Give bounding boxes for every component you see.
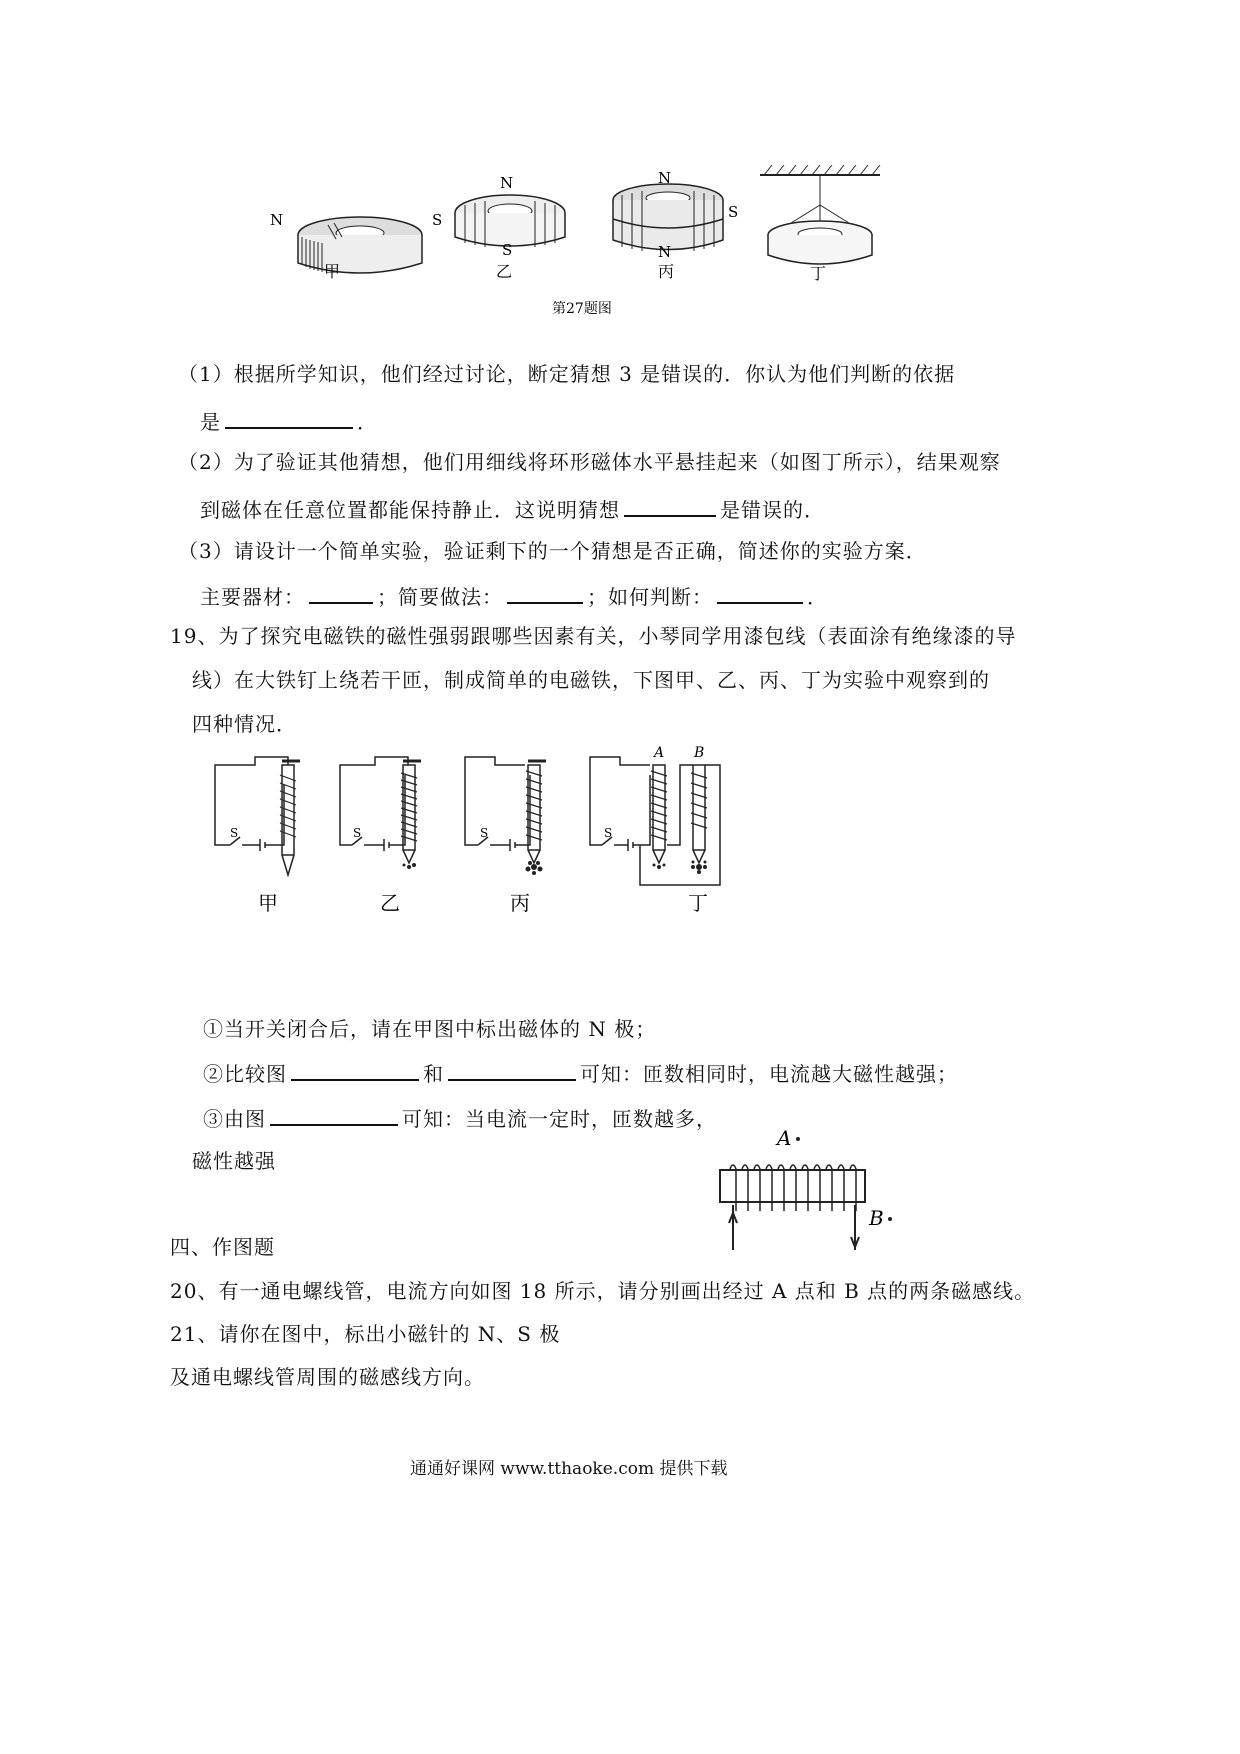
q21-line2: 及通电螺线管周围的磁感线方向。: [170, 1365, 485, 1389]
q19-item3: ③由图 可知：当电流一定时，匝数越多，: [203, 1102, 717, 1133]
answer-blank-q19-3[interactable]: [270, 1102, 398, 1126]
answer-blank-q18-1[interactable]: [225, 405, 353, 429]
q18-part3-line2: 主要器材： ；简要做法： ；如何判断： ．: [200, 580, 828, 611]
electromagnet-figure: [200, 745, 760, 930]
q19-label-yi: 乙: [380, 891, 400, 915]
q18-part3-line1: （3）请设计一个简单实验，验证剩下的一个猜想是否正确，简述你的实验方案．: [178, 539, 927, 563]
fig27-label-bing: 丙: [658, 262, 675, 281]
fig27-jia-s: S: [432, 211, 443, 229]
ring-magnet-jia: [270, 211, 442, 273]
nail-b-label: B: [694, 745, 705, 761]
iron-filings: [403, 861, 708, 876]
fig27-bing-s: S: [728, 203, 739, 221]
q19-label-jia: 甲: [258, 891, 278, 915]
q19-item3-line2: 磁性越强: [192, 1149, 276, 1173]
fig27-jia-n: N: [270, 211, 284, 229]
point-a-label: A: [777, 1126, 792, 1150]
answer-blank-q19-2a[interactable]: [291, 1057, 419, 1081]
q18-part1-line2: 是 ．: [200, 405, 378, 436]
fig27-yi-n: N: [500, 174, 514, 192]
q19-label-bing: 丙: [510, 891, 530, 915]
switch-label-yi: S: [353, 826, 362, 840]
answer-blank-materials[interactable]: [309, 580, 373, 604]
fig27-caption: 第27题图: [552, 301, 612, 317]
ring-magnet-yi: [455, 174, 565, 259]
fig27-yi-s: S: [502, 241, 513, 259]
fig27-label-yi: 乙: [496, 262, 513, 281]
q18-part2-line2: 到磁体在任意位置都能保持静止．这说明猜想 是错误的．: [200, 493, 825, 524]
circuit-jia: [215, 757, 300, 875]
figure-27: [270, 155, 970, 355]
ring-magnet-bing: [613, 169, 738, 261]
answer-blank-method[interactable]: [507, 580, 583, 604]
page-footer: 通通好课网 www.tthaoke.com 提供下载: [410, 1459, 728, 1479]
circuit-yi: [340, 757, 421, 863]
answer-blank-q19-2b[interactable]: [448, 1057, 576, 1081]
q19-label-ding: 丁: [688, 891, 708, 915]
answer-blank-q18-2[interactable]: [624, 493, 716, 517]
circuit-bing: [465, 757, 546, 863]
solenoid-figure: [705, 1115, 925, 1260]
q18-part2-line1: （2）为了验证其他猜想，他们用细线将环形磁体水平悬挂起来（如图丁所示），结果观察: [178, 450, 1001, 474]
q20-text: 20、有一通电螺线管，电流方向如图 18 所示，请分别画出经过 A 点和 B 点的两条磁感线。: [170, 1279, 1036, 1303]
nail-a-label: A: [654, 745, 665, 761]
point-b-label: B: [869, 1206, 884, 1230]
switch-label-ding: S: [604, 826, 613, 840]
q19-line1: 19、为了探究电磁铁的磁性强弱跟哪些因素有关，小琴同学用漆包线（表面涂有绝缘漆的导: [170, 624, 1017, 648]
switch-label-bing: S: [480, 826, 489, 840]
fig27-bing-n-bottom: N: [658, 243, 672, 261]
answer-blank-judge[interactable]: [717, 580, 803, 604]
fig27-label-ding: 丁: [810, 264, 827, 283]
section4-heading: 四、作图题: [170, 1235, 275, 1259]
q19-line2: 线）在大铁钉上绕若干匝，制成简单的电磁铁，下图甲、乙、丙、丁为实验中观察到的: [192, 668, 990, 692]
q18-part1-line1: （1）根据所学知识，他们经过讨论，断定猜想 3 是错误的．你认为他们判断的依据: [178, 362, 956, 386]
q19-item1: ①当开关闭合后，请在甲图中标出磁体的 N 极；: [203, 1017, 657, 1041]
q21-line1: 21、请你在图中，标出小磁针的 N、S 极: [170, 1322, 561, 1346]
q19-line3: 四种情况．: [192, 712, 297, 736]
fig27-bing-n-top: N: [658, 169, 672, 187]
ring-magnet-ding-hanging: [760, 165, 880, 264]
fig27-label-jia: 甲: [324, 262, 341, 281]
q19-item2: ②比较图 和 可知：匝数相同时，电流越大磁性越强；: [203, 1057, 958, 1088]
switch-label-jia: S: [230, 826, 239, 840]
solenoid-coil: [730, 1165, 856, 1211]
